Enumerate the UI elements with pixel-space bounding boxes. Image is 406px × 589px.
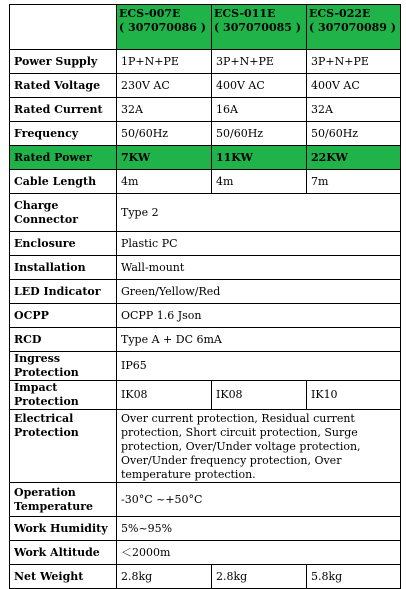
table-row (10, 304, 401, 328)
row-label: Operation Temperature (10, 483, 117, 517)
row-label: Work Humidity (10, 517, 117, 541)
table-row (10, 170, 401, 194)
table-row (10, 541, 401, 565)
cell-value: 400V AC (307, 74, 401, 98)
cell-value: Plastic PC (117, 232, 401, 256)
cell-value: Green/Yellow/Red (117, 280, 401, 304)
cell-value: 32A (117, 98, 212, 122)
cell-value: 5.8kg (307, 565, 401, 589)
cell-value: 7m (307, 170, 401, 194)
cell-value: 2.8kg (212, 565, 307, 589)
cell-value: 32A (307, 98, 401, 122)
row-label: Rated Current (10, 98, 117, 122)
table-row (10, 74, 401, 98)
table-row (10, 280, 401, 304)
row-label: OCPP (10, 304, 117, 328)
table-row-highlighted (10, 146, 401, 170)
row-label: LED Indicator (10, 280, 117, 304)
table-row (10, 232, 401, 256)
cell-value: IP65 (117, 352, 401, 381)
row-label: Frequency (10, 122, 117, 146)
cell-value: 50/60Hz (212, 122, 307, 146)
table-row (10, 410, 401, 483)
row-label: Installation (10, 256, 117, 280)
row-label: Ingress Protection (10, 352, 117, 381)
cell-value: Over current protection, Residual current protection, Short circuit protection, Surge protection, Over/Under voltage protection, Over/Under frequency protection, Over temperature protection. (117, 410, 401, 483)
cell-value: Wall-mount (117, 256, 401, 280)
table-row (10, 122, 401, 146)
cell-value: OCPP 1.6 Json (117, 304, 401, 328)
table-row (10, 381, 401, 410)
row-label: Power Supply (10, 50, 117, 74)
table-row (10, 50, 401, 74)
row-label: Cable Length (10, 170, 117, 194)
cell-value: 400V AC (212, 74, 307, 98)
table-row (10, 352, 401, 381)
cell-value: IK08 (117, 381, 212, 410)
row-label: Rated Voltage (10, 74, 117, 98)
cell-value: 4m (117, 170, 212, 194)
cell-value: 50/60Hz (307, 122, 401, 146)
table-row (10, 517, 401, 541)
cell-value: 1P+N+PE (117, 50, 212, 74)
row-label: Net Weight (10, 565, 117, 589)
cell-value: 4m (212, 170, 307, 194)
cell-value: 16A (212, 98, 307, 122)
table-row (10, 194, 401, 232)
spec-table (9, 4, 401, 589)
cell-value: 50/60Hz (117, 122, 212, 146)
cell-value: 11KW (212, 146, 307, 170)
table-row (10, 328, 401, 352)
table-row (10, 98, 401, 122)
model-header-2: ECS-011E ( 307070085 ) (212, 5, 307, 50)
row-label: RCD (10, 328, 117, 352)
model-header-3: ECS-022E ( 307070089 ) (307, 5, 401, 50)
cell-value: ＜2000m (117, 541, 401, 565)
table-row (10, 256, 401, 280)
cell-value: -30°C ~+50°C (117, 483, 401, 517)
cell-value: 2.8kg (117, 565, 212, 589)
row-label: Work Altitude (10, 541, 117, 565)
row-label: Enclosure (10, 232, 117, 256)
row-label: Impact Protection (10, 381, 117, 410)
cell-value: 22KW (307, 146, 401, 170)
cell-value: 3P+N+PE (212, 50, 307, 74)
table-header-row (10, 5, 401, 50)
table-row (10, 565, 401, 589)
header-empty-cell (10, 5, 117, 50)
model-header-1: ECS-007E ( 307070086 ) (117, 5, 212, 50)
row-label: Rated Power (10, 146, 117, 170)
table-row (10, 483, 401, 517)
row-label: Electrical Protection (10, 410, 117, 483)
cell-value: 7KW (117, 146, 212, 170)
cell-value: IK10 (307, 381, 401, 410)
cell-value: 5%~95% (117, 517, 401, 541)
cell-value: Type 2 (117, 194, 401, 232)
cell-value: 230V AC (117, 74, 212, 98)
cell-value: 3P+N+PE (307, 50, 401, 74)
row-label: Charge Connector (10, 194, 117, 232)
cell-value: Type A + DC 6mA (117, 328, 401, 352)
cell-value: IK08 (212, 381, 307, 410)
